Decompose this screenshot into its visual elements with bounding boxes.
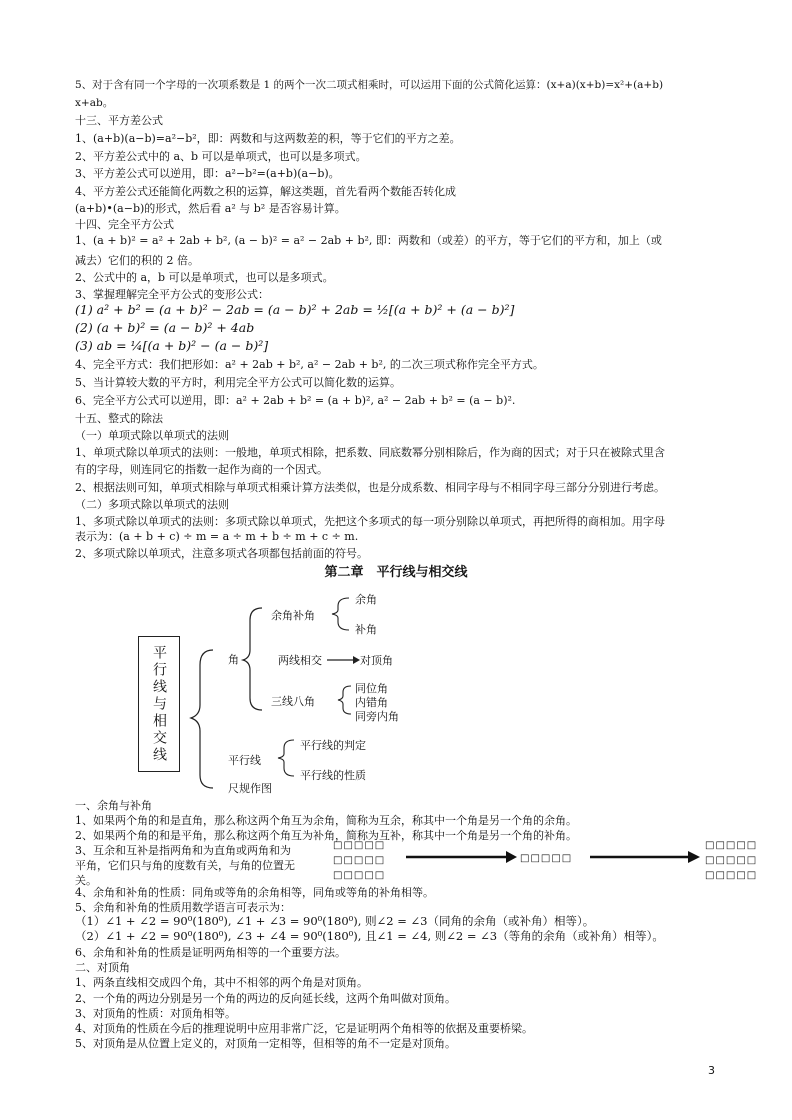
text-line: 4、对顶角的性质在今后的推理说明中应用非常广泛，它是证明两个角相等的依据及重要桥梁。: [75, 1022, 533, 1035]
text-line: 2、一个角的两边分别是另一个角的两边的反向延长线，这两个角叫做对顶角。: [75, 992, 456, 1005]
diagram-node-complementary-supplementary: 余角补角: [271, 609, 315, 622]
section-heading: 十三、平方差公式: [75, 114, 163, 127]
text-line: 1、两条直线相交成四个角，其中不相邻的两个角是对顶角。: [75, 976, 368, 989]
text-line: 3、互余和互补是指两角和为直角或两角和为: [75, 844, 291, 857]
text-line: 2、根据法则可知，单项式相除与单项式相乘计算方法类似，也是分成系数、相同字母与不相同字母三部分分别进行考虑。: [75, 481, 665, 494]
text-line: 2、如果两个角的和是平角，那么称这两个角互为补角，简称为互补，称其中一个角是另一个角的补角。: [75, 829, 577, 842]
text-line: 4、余角和补角的性质：同角或等角的余角相等，同角或等角的补角相等。: [75, 886, 434, 899]
text-line: 有的字母，则连同它的指数一起作为商的一个因式。: [75, 463, 328, 476]
text-line: 5、对于含有同一个字母的一次项系数是 1 的两个一次二项式相乘时，可以运用下面的公式简化运算：(x+a)(x+b)=x²+(a+b): [75, 79, 664, 91]
diagram-node-three-lines-eight-angles: 三线八角: [271, 695, 315, 708]
text-line: 5、余角和补角的性质用数学语言可表示为：: [75, 901, 291, 914]
section-heading: 二、对顶角: [75, 961, 130, 974]
text-line: 减去）它们的积的 2 倍。: [75, 254, 199, 267]
text-line: 2、平方差公式中的 a、b 可以是单项式，也可以是多项式。: [75, 150, 367, 163]
section-heading: 十四、完全平方公式: [75, 218, 174, 231]
box-glyphs: □□□□□: [705, 870, 758, 881]
diagram-node-ruler-compass: 尺规作图: [228, 782, 272, 795]
chapter-title: 第二章 平行线与相交线: [324, 565, 468, 580]
text-line: 6、完全平方公式可以逆用，即：a² + 2ab + b² = (a + b)², a² − 2ab + b² = (a − b)².: [75, 394, 516, 407]
subsection-heading: （二）多项式除以单项式的法则: [75, 498, 229, 511]
section-heading: 一、余角与补角: [75, 799, 152, 812]
text-line: 3、平方差公式可以逆用，即：a²−b²=(a+b)(a−b)。: [75, 167, 340, 180]
diagram-node-intersecting-lines: 两线相交: [278, 654, 322, 667]
diagram-node-parallel-properties: 平行线的性质: [300, 769, 366, 782]
text-line: 1、多项式除以单项式的法则：多项式除以单项式，先把这个多项式的每一项分别除以单项式，再把所得的商相加。用字母: [75, 515, 665, 528]
box-glyphs: □□□□□: [333, 840, 386, 851]
box-glyphs: □□□□□: [333, 855, 386, 866]
text-line: 3、对顶角的性质：对顶角相等。: [75, 1007, 236, 1020]
formula-line: 1、(a + b)² = a² + 2ab + b², (a − b)² = a² − 2ab + b², 即：两数和（或差）的平方，等于它们的平方和，加上（或: [75, 234, 662, 247]
box-glyphs: □□□□□: [520, 853, 573, 864]
text-line: x+ab。: [75, 97, 114, 109]
formula-variant: (2) (a + b)² = (a − b)² + 4ab: [75, 320, 255, 335]
box-glyphs: □□□□□: [333, 870, 386, 881]
box-glyphs: □□□□□: [705, 855, 758, 866]
text-line: 1、单项式除以单项式的法则：一般地，单项式相除，把系数、同底数幂分别相除后，作为商的因式；对于只在被除式里含: [75, 446, 665, 459]
property-line: （2）∠1 + ∠2 = 90⁰(180⁰), ∠3 + ∠4 = 90⁰(180⁰), 且∠1 = ∠4, 则∠2 = ∠3（等角的余角（或补角）相等）。: [75, 929, 664, 943]
text-line: 平角，它们只与角的度数有关，与角的位置无: [75, 859, 295, 872]
text-line: 关。: [75, 874, 97, 887]
text-line: 3、掌握理解完全平方公式的变形公式：: [75, 288, 269, 301]
diagram-node-alternate-interior: 内错角: [355, 696, 388, 709]
diagram-node-parallel-criteria: 平行线的判定: [300, 739, 366, 752]
diagram-node-parallel-lines: 平行线: [228, 754, 261, 767]
text-line: 5、对顶角是从位置上定义的，对顶角一定相等，但相等的角不一定是对顶角。: [75, 1037, 456, 1050]
box-glyphs: □□□□□: [705, 840, 758, 851]
text-line: 5、当计算较大数的平方时，利用完全平方公式可以简化数的运算。: [75, 376, 401, 389]
property-line: （1）∠1 + ∠2 = 90⁰(180⁰), ∠1 + ∠3 = 90⁰(180⁰), 则∠2 = ∠3（同角的余角（或补角）相等）。: [75, 914, 595, 928]
text-line: 6、余角和补角的性质是证明两角相等的一个重要方法。: [75, 946, 346, 959]
text-line: 2、多项式除以单项式，注意多项式各项都包括前面的符号。: [75, 547, 368, 560]
diagram-root-label: 平行线与相交线: [151, 644, 167, 764]
diagram-node-supplementary: 补角: [355, 623, 377, 636]
page-number: 3: [708, 1064, 715, 1077]
diagram-node-complementary: 余角: [355, 593, 377, 606]
text-line: 1、(a+b)(a−b)=a²−b²，即：两数和与这两数差的积，等于它们的平方之差。: [75, 132, 461, 145]
text-line: 表示为：(a + b + c) ÷ m = a ÷ m + b ÷ m + c ÷ m.: [75, 530, 359, 543]
formula-variant: (1) a² + b² = (a + b)² − 2ab = (a − b)² + 2ab = ½[(a + b)² + (a − b)²]: [75, 302, 515, 317]
text-line: 1、如果两个角的和是直角，那么称这两个角互为余角，简称为互余，称其中一个角是另一个角的余角。: [75, 814, 577, 827]
text-line: 4、平方差公式还能简化两数之积的运算，解这类题，首先看两个数能否转化成: [75, 185, 456, 198]
diagram-node-angle: 角: [228, 653, 239, 666]
diagram-node-same-side-interior: 同旁内角: [355, 710, 399, 723]
subsection-heading: （一）单项式除以单项式的法则: [75, 429, 229, 442]
diagram-node-vertical-angles: 对顶角: [360, 654, 393, 667]
text-line: 2、公式中的 a，b 可以是单项式，也可以是多项式。: [75, 271, 334, 284]
formula-variant: (3) ab = ¼[(a + b)² − (a − b)²]: [75, 338, 269, 353]
text-line: (a+b)•(a−b)的形式，然后看 a² 与 b² 是否容易计算。: [75, 202, 346, 215]
diagram-node-corresponding: 同位角: [355, 682, 388, 695]
section-heading: 十五、整式的除法: [75, 412, 163, 425]
text-line: 4、完全平方式：我们把形如：a² + 2ab + b², a² − 2ab + b², 的二次三项式称作完全平方式。: [75, 358, 544, 371]
